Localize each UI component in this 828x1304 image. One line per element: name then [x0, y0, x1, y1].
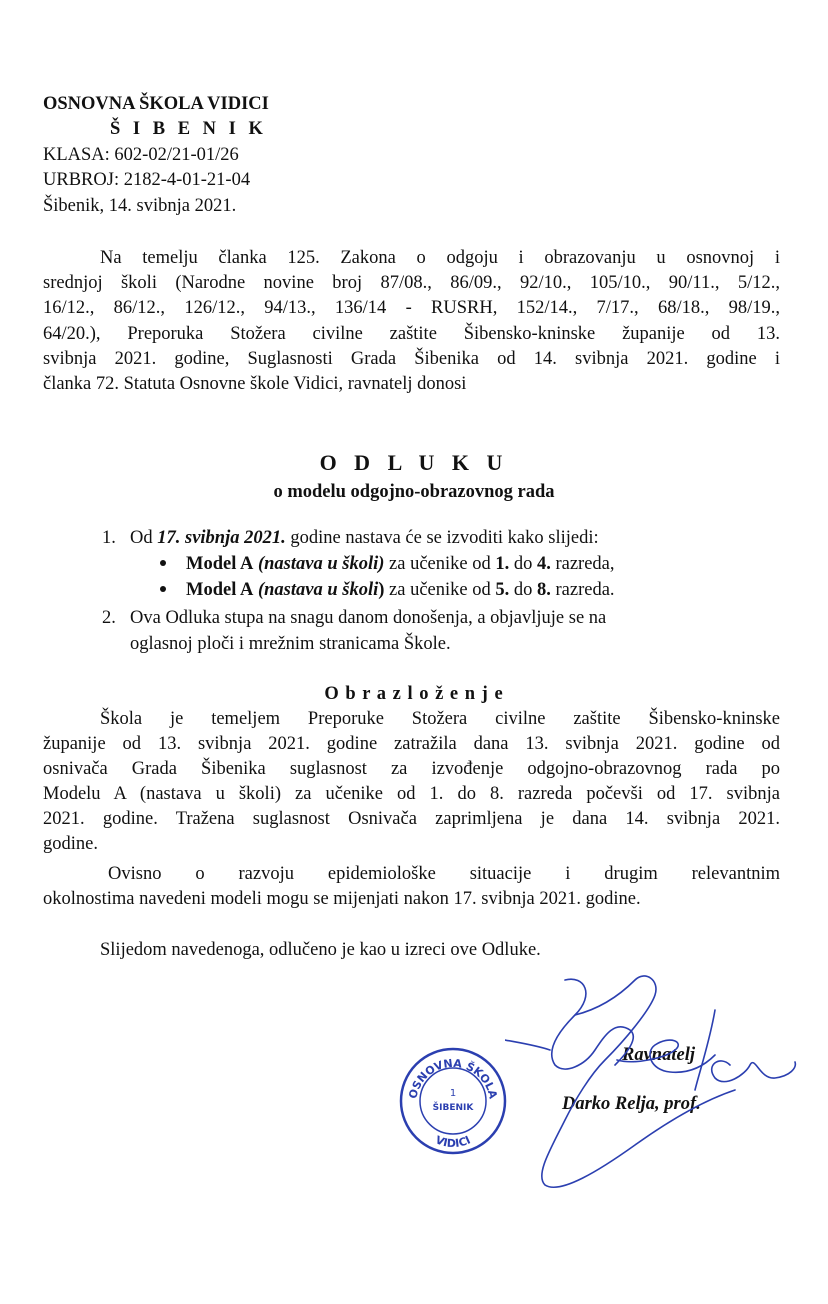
- explanation-line-6: godine.: [43, 834, 98, 854]
- urbroj: URBROJ: 2182-4-01-21-04: [43, 170, 251, 190]
- item-1-number: 1.: [102, 528, 116, 548]
- stamp-top-text: OSNOVNA ŠKOLA: [406, 1056, 500, 1100]
- school-stamp: [398, 1046, 508, 1156]
- signatory-role: Ravnatelj: [622, 1045, 695, 1065]
- intro-line-6: članka 72. Statuta Osnovne škole Vidici, ravnatelj donosi: [43, 374, 467, 394]
- stamp-city-text: ŠIBENIK: [432, 1103, 474, 1113]
- decision-subtitle: o modelu odgojno-obrazovnog rada: [273, 482, 555, 502]
- explanation-para2-line-1: Ovisno o razvoju epidemiološke situacije i drugim relevantnim: [108, 864, 780, 884]
- explanation-line-5: 2021. godine. Tražena suglasnost Osnivača zaprimljena je dana 14. svibnja 2021.: [43, 809, 780, 829]
- item-1-text: Od 17. svibnja 2021. godine nastava će se izvoditi kako slijedi:: [130, 528, 599, 548]
- intro-line-5: svibnja 2021. godine, Suglasnosti Grada Šibenika od 14. svibnja 2021. godine i: [43, 349, 780, 369]
- svg-text:VIDICI: [434, 1133, 473, 1150]
- handwritten-signature: [505, 970, 805, 1200]
- intro-line-2: srednjoj školi (Narodne novine broj 87/08., 86/09., 92/10., 105/10., 90/11., 5/12.,: [43, 273, 780, 293]
- stamp-center-text: 1: [449, 1088, 457, 1099]
- klasa: KLASA: 602-02/21-01/26: [43, 145, 239, 165]
- intro-line-3: 16/12., 86/12., 126/12., 94/13., 136/14 - RUSRH, 152/14., 7/17., 68/18., 98/19.,: [43, 298, 780, 318]
- bullet-item-1: Model A (nastava u školi) za učenike od 1. do 4. razreda,: [160, 552, 615, 576]
- intro-line-4: 64/20.), Preporuka Stožera civilne zaštite Šibensko-kninske županije od 13.: [43, 324, 780, 344]
- school-name: OSNOVNA ŠKOLA VIDICI: [43, 94, 269, 114]
- bullet-dot-icon: [160, 586, 166, 592]
- bullet-dot-icon: [160, 560, 166, 566]
- bullet-item-2: Model A (nastava u školi) za učenike od 5. do 8. razreda.: [160, 578, 615, 602]
- intro-line-1: Na temelju članka 125. Zakona o odgoju i obrazovanju u osnovnoj i: [100, 248, 780, 268]
- item-2-number: 2.: [102, 608, 116, 628]
- explanation-line-1: Škola je temeljem Preporuke Stožera civilne zaštite Šibensko-kninske: [100, 709, 780, 729]
- item-2-line-2: oglasnoj ploči i mrežnim stranicama Škole.: [130, 634, 451, 654]
- item-1-date: 17. svibnja 2021.: [157, 528, 286, 548]
- stamp-bottom-text: VIDICI: [433, 1133, 473, 1151]
- explanation-para2-line-2: okolnostima navedeni modeli mogu se mijenjati nakon 17. svibnja 2021. godine.: [43, 889, 641, 909]
- explanation-line-4: Modelu A (nastava u školi) za učenike od 1. do 8. razreda počevši od 17. svibnja: [43, 784, 780, 804]
- explanation-title: O b r a z l o ž e n j e: [324, 684, 504, 704]
- school-city: Š I B E N I K: [110, 119, 267, 139]
- document-date: Šibenik, 14. svibnja 2021.: [43, 196, 237, 216]
- explanation-line-2: županije od 13. svibnja 2021. godine zatražila dana 13. svibnja 2021. godine od: [43, 734, 780, 754]
- explanation-line-3: osnivača Grada Šibenika suglasnost za izvođenje odgojno-obrazovnog rada po: [43, 759, 780, 779]
- signatory-name: Darko Relja, prof.: [562, 1094, 701, 1114]
- conclusion: Slijedom navedenoga, odlučeno je kao u izreci ove Odluke.: [100, 940, 541, 960]
- decision-title: O D L U K U: [319, 450, 509, 475]
- item-2-line-1: Ova Odluka stupa na snagu danom donošenja, a objavljuje se na: [130, 608, 607, 628]
